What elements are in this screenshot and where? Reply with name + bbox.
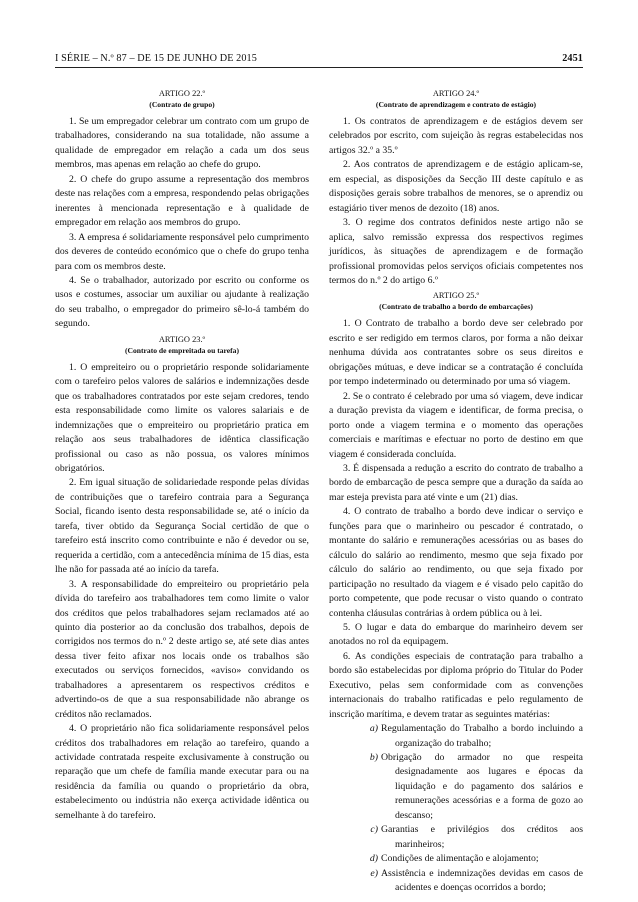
item-label: b)	[369, 752, 378, 764]
paragraph: 4. O proprietário não fica solidariamente responsável pelos créditos dos trabalhadores em relação ao tarefeiro, quando a actividade contratada respeite exclusivamente à construção ou reparação que um chefe de família mande executar para ou na residência da família ou quando o proprietário da obra, estabelecimento ou indústria não exerça actividade idêntica ou semelhante à do tarefeiro.	[55, 723, 309, 821]
paragraph: 4. Se o trabalhador, autorizado por escrito ou conforme os usos e costumes, associar um auxiliar ou ajudante à realização do seu trabalho, o empregador do primeiro sê-lo-á também do segundo.	[55, 274, 309, 330]
article-24	[329, 88, 583, 288]
paragraph: 6. As condições especiais de contratação para trabalho a bordo são estabelecidas por diploma próprio do Titular do Poder Executivo, pelas sem conformidade com as convenções internacionais do trabalho ratificadas e pelo regulamento de inscrição marítima, e devem tratar as seguintes matérias:	[329, 650, 583, 720]
item-text: Obrigação do armador no que respeita designadamente aos lugares e épocas da liquidação e do pagamento dos salários e remunerações acessórias e a forma de gozo ao descanso;	[381, 752, 583, 821]
article-title: ARTIGO 22.º	[158, 89, 206, 98]
item-text: Assistência e indemnizações devidas em casos de acidentes e doenças ocorridos a bordo;	[381, 867, 583, 894]
item-label: e)	[370, 867, 378, 879]
paragraph: 2. Se o contrato é celebrado por uma só viagem, deve indicar a duração prevista da viagem e identificar, de forma precisa, o porto onde a viagem termina e o momento das operações comerciais e marítimas e efectuar no porto de destino em que viagem é considerada concluída.	[329, 390, 583, 460]
list-item	[329, 823, 583, 852]
page-number: 2451	[562, 53, 583, 64]
list-item	[329, 852, 583, 866]
list-item	[329, 722, 583, 751]
article-25	[329, 290, 583, 895]
paragraph: 5. O lugar e data do embarque do marinheiro devem ser anotados no rol da equipagem.	[329, 621, 583, 648]
list-item	[329, 751, 583, 823]
paragraph: 1. Os contratos de aprendizagem e de estágios devem ser celebrados por escrito, com sujeição às regras estabelecidas nos artigos 32.º a 35.º	[329, 116, 583, 156]
article-title: ARTIGO 23.º	[158, 334, 206, 344]
article-22	[55, 88, 309, 332]
paragraph: 4. O contrato de trabalho a bordo deve indicar o serviço e funções para que o marinheiro ou pescador é contratado, o montante do salário e remunerações acessórias ou as bases do cálculo do salário ao rendimento, mesmo que seja fixado por cálculo do salário ao rendimento, ou que seja fixado por participação no resultado da viagem e é visado pelo capitão do porto competente, que pode recusar o visto quando o contrato contenha cláusulas contrárias à ordem pública ou à lei.	[329, 506, 583, 619]
article-23	[55, 334, 309, 824]
left-column	[55, 86, 309, 823]
paragraph: 3. A responsabilidade do empreiteiro ou proprietário pela dívida do tarefeiro aos trabalhadores tem como limite o valor dos créditos que pelos trabalhadores sejam reclamados até ao quinto dia posterior ao da conclusão dos trabalhos, depois de corrigidos nos termos do n.º 2 deste artigo se, até sete dias antes dessa tiver feito afixar nos locais onde os trabalhos são executados ou serviços fornecidos, «aviso» convidando os trabalhadores a apresentarem os respectivos créditos e advertindo-os de que a sua responsabilidade não abrange os créditos não reclamados.	[55, 578, 309, 720]
article-subtitle: (Contrato de grupo)	[149, 100, 215, 109]
header-rule	[55, 67, 583, 68]
article-subtitle: (Contrato de aprendizagem e contrato de estágio)	[375, 100, 537, 109]
paragraph: 1. O Contrato de trabalho a bordo deve ser celebrado por escrito e ser redigido em termos claros, por forma a não deixar nenhuma dúvida aos contratantes sobre os seus direitos e obrigações mútuas, e deve indicar se a contratação é concluída por tempo indeterminado ou determinado por uma só viagem.	[329, 318, 583, 388]
list-item	[329, 867, 583, 896]
paragraph: 1. Se um empregador celebrar um contrato com um grupo de trabalhadores, considerando na sua totalidade, não assume a qualidade de empregador em relação a cada um dos seus membros, mas apenas em relação ao chefe do grupo.	[55, 116, 309, 171]
item-text: Garantias e privilégios dos créditos aos marinheiros;	[381, 824, 583, 850]
item-label: d)	[369, 853, 378, 865]
paragraph: 3. O regime dos contratos definidos neste artigo não se aplica, salvo remissão expressa dos respectivos regimes jurídicos, às situações de aprendizagem e de formação profissional promovidas pelos serviços oficiais competentes nos termos do n.º 2 do artigo 6.º	[329, 217, 583, 286]
item-label: a)	[369, 723, 378, 735]
item-text: Regulamentação do Trabalho a bordo incluindo a organização do trabalho;	[381, 723, 583, 749]
right-column	[329, 86, 583, 896]
paragraph: 1. O empreiteiro ou o proprietário responde solidariamente com o tarefeiro pelos valores de salários e indemnizações desde que os trabalhadores contratados por este sejam credores, tendo esta responsabilidade como limite os valores salariais e de indemnizações que o empreiteiro ou proprietário pratica em relação aos seus trabalhadores de idêntica classificação profissional ou caso as não possua, os valores mínimos obrigatórios.	[55, 361, 309, 474]
paragraph: 2. Aos contratos de aprendizagem e de estágio aplicam-se, em especial, as disposições da Secção III deste capítulo e as disposições gerais sobre trabalhos de menores, se o aprendiz ou estagiário tiver menos de dezoito (18) anos.	[329, 159, 583, 214]
article-title: ARTIGO 24.º	[432, 89, 480, 98]
item-label: c)	[370, 824, 378, 836]
paragraph: 3. A empresa é solidariamente responsável pelo cumprimento dos deveres de conteúdo económico que o chefe do grupo tenha para com os membros deste.	[55, 231, 309, 272]
paragraph: 2. O chefe do grupo assume a representação dos membros deste nas relações com a empresa, respondendo pelas obrigações inerentes à mencionada representação e à qualidade de empregador em relação aos membros do grupo.	[55, 173, 309, 229]
item-list	[329, 722, 583, 895]
item-text: Condições de alimentação e alojamento;	[381, 853, 539, 865]
article-subtitle: (Contrato de empreitada ou tarefa)	[124, 345, 240, 355]
article-title: ARTIGO 25.º	[432, 291, 480, 301]
paragraph: 3. É dispensada a redução a escrito do contrato de trabalho a bordo de embarcação de pesca sempre que a duração da saída ao mar esteja prevista para até vinte e um (21) dias.	[329, 462, 583, 503]
page-header	[55, 53, 583, 66]
paragraph: 2. Em igual situação de solidariedade responde pelas dívidas de contribuições que o tarefeiro contraia para a Segurança Social, ficando isento desta responsabilidade se, até o início da tarefa, tiver obtido da Segurança Social certidão de que o tarefeiro está inscrito como contribuinte e não é devedor ou se, requerida a certidão, com a antecedência mínima de 15 dias, esta lhe não for passada até ao início da tarefa.	[55, 477, 309, 576]
article-subtitle: (Contrato de trabalho a bordo de embarcações)	[379, 302, 533, 312]
journal-series-date: I SÉRIE – N.º 87 – DE 15 DE JUNHO DE 2015	[55, 53, 257, 64]
